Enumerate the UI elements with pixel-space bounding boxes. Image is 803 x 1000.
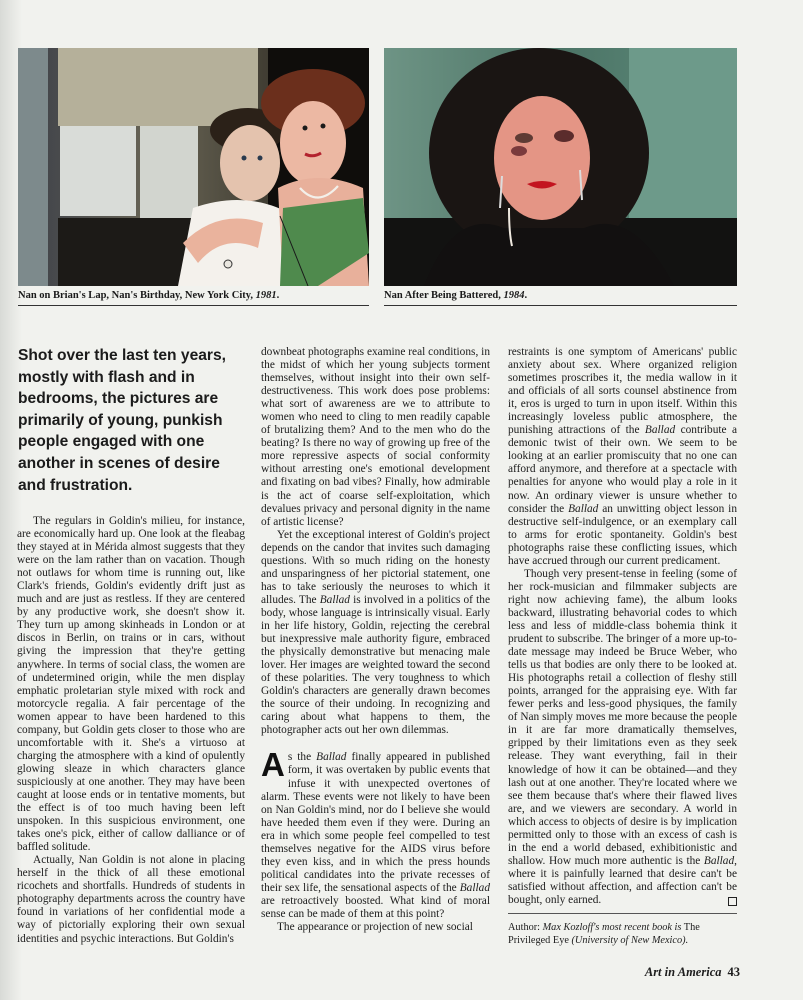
article-column-3 <box>508 346 737 907</box>
photo-caption-left <box>18 290 369 301</box>
work-title: Ballad <box>644 424 676 437</box>
photo-illustration <box>18 48 369 286</box>
paragraph-with-dropcap <box>261 746 490 921</box>
work-title: Ballad <box>703 854 735 867</box>
paragraph: The regulars in Goldin's milieu, for instance, are economically hard up. One look at the fleabag they stayed at in Mérida almost suggests that they were on the lam rather than on vacation. Though not outlaws for whom time is running out, like Clark's friends, Goldin's evidently drift just as much and are just as restless. If they are centered by any productive work, she doesn't show it. They turn up among skinheads in London or at discos in Berlin, on trains or in cars, without giving the impression that they're getting anywhere. In terms of social class, the women are of undetermined origin, while the men display emphatic proletarian style mixed with rock and motorcycle regalia. A fair percentage of the women appear to have been hardened to this company, but Goldin gets closer to those who are uncomfortable with it. She's a virtuoso at charging the atmosphere with a kind of opulently glowing sleaze in which characters glance suspiciously at one another. They may have been caught at loose ends or in tentative moments, but the effect is of too much having been left unspoken. In this suspicious environment, one takes one's pick, either of callow dalliance or of baffled solitude. <box>17 515 245 854</box>
article-column-2 <box>261 346 490 934</box>
caption-rule-left <box>18 305 369 306</box>
paragraph: The appearance or projection of new social <box>277 921 473 934</box>
paragraph: downbeat photographs examine real conditions, in the midst of which her young subjects torment themselves, without insight into their own self-destructiveness. This work does pose problems: what sort of awareness are we to attribute to women who need to cling to men readily capable of brutalizing them? And to the men who do the beating? Is there no way of growing up free of the more repressive aspects of social conformity without arresting one's emotional development and fixating on bad vibes? Finally, how admirable is the act of coarse self-exploitation, which devalues privacy and personal dignity in the name of artistic license? <box>261 346 490 528</box>
work-title: Ballad <box>568 502 599 515</box>
caption-text: Nan After Being Battered, <box>384 290 504 301</box>
work-title: Ballad <box>459 881 490 894</box>
text-run: Yet the exceptional interest of Goldin's project depends on the candor that invites such damaging questions. With so much riding on the honesty and unsparingness of her pictorial statement, one has to take seriously the neuroses to which it alludes. The <box>261 528 490 606</box>
text-run: an unwitting object lesson in destructive self-indulgence, or an exemplary call to arms for erotic spontaneity. Goldin's best photographs raise these conflicting issues, which have accrued through our current predicament. <box>508 502 737 567</box>
author-label: Author: <box>508 922 543 933</box>
author-bio: Max Kozloff's most recent book is <box>542 922 682 933</box>
text-run: finally appeared in published form, it was overtaken by public events that infuse it with unexpected overtones of alarm. These events were not likely to have been on Nan Goldin's mind, nor do I believe she would have heeded them even if they were. During an era in which some people feel compelled to test themselves negative for the AIDS virus before they even kiss, and in which the press hounds political candidates into the private recesses of their sex life, the sensational aspects of the <box>261 751 490 894</box>
photo-caption-right <box>384 290 737 301</box>
publication-name: Art in America <box>644 965 722 979</box>
caption-year: 1984 <box>503 290 525 301</box>
paragraph: Actually, Nan Goldin is not alone in placing herself in the thick of all these emotional ricochets and shortfalls. Hundreds of students in photography departments across the country have found in variations of her confidential mode a way of pictorially exploring their own sexual identities and psychic interactions. But Goldin's <box>17 854 245 945</box>
caption-period: . <box>276 290 280 301</box>
caption-text: Nan on Brian's Lap, Nan's Birthday, New York City, <box>18 290 256 301</box>
photo-illustration <box>384 48 737 286</box>
text-run: s the <box>287 751 317 764</box>
text-run: are retroactively boosted. What kind of moral sense can be made of them at this point? <box>261 894 490 920</box>
author-note <box>508 922 737 947</box>
paragraph <box>508 346 737 568</box>
pull-quote: Shot over the last ten years, mostly with flash and in bedrooms, the pictures are primarily of young, punkish people engaged with one another in scenes of desire and frustration. <box>18 347 226 494</box>
paragraph <box>508 568 737 907</box>
drop-cap: A <box>261 746 285 784</box>
photo-nan-on-brians-lap <box>18 48 369 286</box>
caption-rule-right <box>384 305 737 306</box>
text-run: contribute a demonic twist of their own. We seem to be looking at an earlier promiscuity that no one can afford anymore, and therefore at a spectacle with penalties for anyone who would play a role in it now. An ordinary viewer is unsure whether to consider the <box>508 424 737 515</box>
caption-year: 1981 <box>255 290 277 301</box>
text-run: restraints is one symptom of Americans' public anxiety about sex. Where organized religion sometimes proscribes it, the media wallow in it and officials of all sorts counsel abstinence from it, eros is urged to turn in upon itself. Within this increasingly loveless public atmosphere, the punishing attractions of the <box>508 346 737 437</box>
page-number: 43 <box>727 965 740 979</box>
photo-nan-after-being-battered <box>384 48 737 286</box>
publisher: (University of New Mexico). <box>571 934 689 946</box>
author-rule <box>508 913 737 914</box>
end-of-article-square-icon <box>728 897 737 906</box>
page-footer <box>630 965 740 980</box>
text-run: Though very present-tense in feeling (some of her rock-musician and filmmaker subjects are right now achieving fame), the album looks backward, illustrating behavorial codes to which less and less of middle-class bohemia think it prudent to subscribe. The bringer of a more up-to-date message may indeed be Bruce Weber, who tells us that bodies are only there to be looked at. His photographs retail a collection of fleshy still points, arranged for the appraising eye. With far fewer perks and less-good physiques, the family of Nan simply moves me more because the people in it are far more dramatically themselves, gripped by their limitations even as they seek release. They want everything, fail in their knowledge of how it can be obtained—and they lash out at one another. They're located where we see them because that's where their flawed lives are, and we viewers are secondary. A world in which access to objects of desire is by implication permitted only to those with an excess of cash is in the end a world debased, exhibitionistic and shallow. How much more authentic is the <box>508 567 737 867</box>
text-run: , where it is painfully learned that desire can't be satisfied without affection, and affection can't be bought, only earned. <box>508 854 737 906</box>
work-title: Ballad <box>316 751 347 764</box>
book-title: The Privileged Eye <box>508 922 700 946</box>
paragraph <box>261 529 490 738</box>
text-run: is involved in a politics of the body, whose language is intrinsically visual. Early in her life history, Goldin, rejecting the cerebral but inexpressive male authority figure, embraced the physically demonstrative but menacing male lover. Her images are weighted toward the second of these polarities. The very toughness to which Goldin's characters are generally drawn becomes the source of their undoing. In recognizing and caring about what happens to them, the photographer acts out her own dilemmas. <box>261 593 490 737</box>
work-title: Ballad <box>319 593 350 606</box>
article-column-1 <box>17 515 245 946</box>
caption-period: . <box>524 290 528 301</box>
